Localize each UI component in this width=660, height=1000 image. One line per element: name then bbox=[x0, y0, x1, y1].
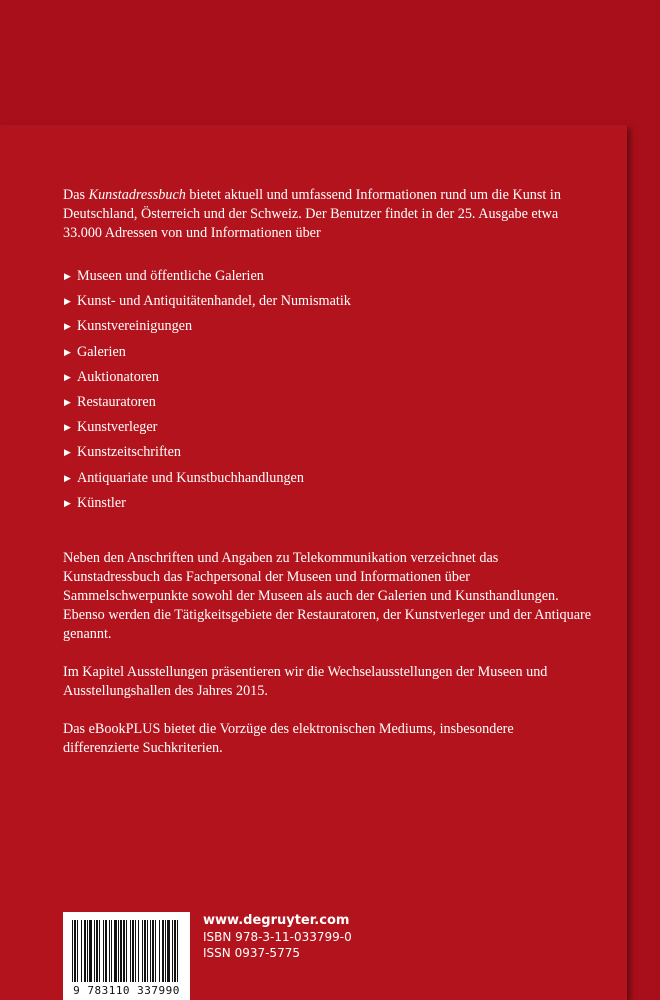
bullet-triangle-icon: ▶ bbox=[64, 371, 71, 382]
list-item-label: Kunstverleger bbox=[77, 419, 158, 436]
bullet-triangle-icon: ▶ bbox=[64, 422, 71, 433]
description-paragraph-3: Das eBookPLUS bietet die Vorzüge des elektronischen Mediums, insbesondere differenzierte Suchkriterien. bbox=[63, 720, 514, 756]
bullet-triangle-icon: ▶ bbox=[64, 271, 71, 281]
back-cover-text bbox=[63, 186, 593, 758]
publisher-url[interactable]: www.degruyter.com bbox=[203, 913, 350, 928]
intro-post: bietet aktuell und umfassend Informationen rund um die Kunst in Deutschland, Österreich und der Schweiz. Der Benutzer findet in der 25. Ausgabe etwa 33.000 Adressen von und Informationen über bbox=[63, 187, 561, 241]
description-paragraph-1: Neben den Anschriften und Angaben zu Telekommunikation verzeichnet das Kunstadressbuch das Fachpersonal der Museen und Informationen über Sammelschwerpunkte sowohl der Museen als auch der Galerien und Kunsthandlungen. Ebenso werden die Tätigkeitsgebiete der Restauratoren, der Kunstverleger und der Antiquare genannt. bbox=[63, 549, 592, 642]
list-item bbox=[63, 494, 593, 519]
bullet-triangle-icon: ▶ bbox=[64, 346, 71, 357]
bullet-triangle-icon: ▶ bbox=[64, 296, 71, 307]
book-title-italic: Kunstadressbuch bbox=[88, 187, 186, 203]
isbn-text: ISBN 978-3-11-033799-0 bbox=[203, 930, 352, 944]
list-item bbox=[63, 343, 593, 368]
list-item-label: Kunstvereinigungen bbox=[77, 318, 193, 335]
list-item-label: Museen und öffentliche Galerien bbox=[77, 268, 264, 284]
list-item bbox=[63, 292, 593, 317]
list-item-label: Galerien bbox=[77, 343, 126, 360]
list-item bbox=[63, 368, 593, 393]
list-item bbox=[63, 393, 593, 418]
bullet-triangle-icon: ▶ bbox=[64, 396, 71, 407]
list-item bbox=[63, 317, 593, 342]
bullet-triangle-icon: ▶ bbox=[64, 497, 71, 508]
intro-pre: Das bbox=[63, 187, 89, 203]
list-item-label: Antiquariate und Kunstbuchhandlungen bbox=[77, 469, 304, 486]
bullet-triangle-icon: ▶ bbox=[64, 321, 71, 332]
list-item bbox=[63, 418, 593, 443]
barcode-bars-icon bbox=[70, 920, 183, 982]
list-item bbox=[63, 267, 593, 292]
topics-list bbox=[63, 267, 593, 519]
list-item-label: Auktionatoren bbox=[77, 368, 159, 385]
barcode-digits: 9 783110 337990 bbox=[73, 984, 180, 997]
publisher-info bbox=[203, 913, 352, 961]
issn-text: ISSN 0937-5775 bbox=[203, 946, 300, 960]
list-item-label: Kunst- und Antiquitätenhandel, der Numismatik bbox=[77, 293, 351, 310]
list-item bbox=[63, 443, 593, 468]
list-item-label: Kunstzeitschriften bbox=[77, 444, 182, 461]
list-item bbox=[63, 469, 593, 494]
barcode bbox=[63, 912, 190, 1000]
description-paragraph-2: Im Kapitel Ausstellungen präsentieren wir die Wechselausstellungen der Museen und Ausstellungshallen des Jahres 2015. bbox=[63, 663, 548, 699]
bullet-triangle-icon: ▶ bbox=[64, 447, 71, 458]
intro-paragraph bbox=[63, 186, 593, 243]
bullet-triangle-icon: ▶ bbox=[64, 472, 71, 483]
list-item-label: Künstler bbox=[77, 494, 126, 511]
list-item-label: Restauratoren bbox=[77, 393, 156, 410]
